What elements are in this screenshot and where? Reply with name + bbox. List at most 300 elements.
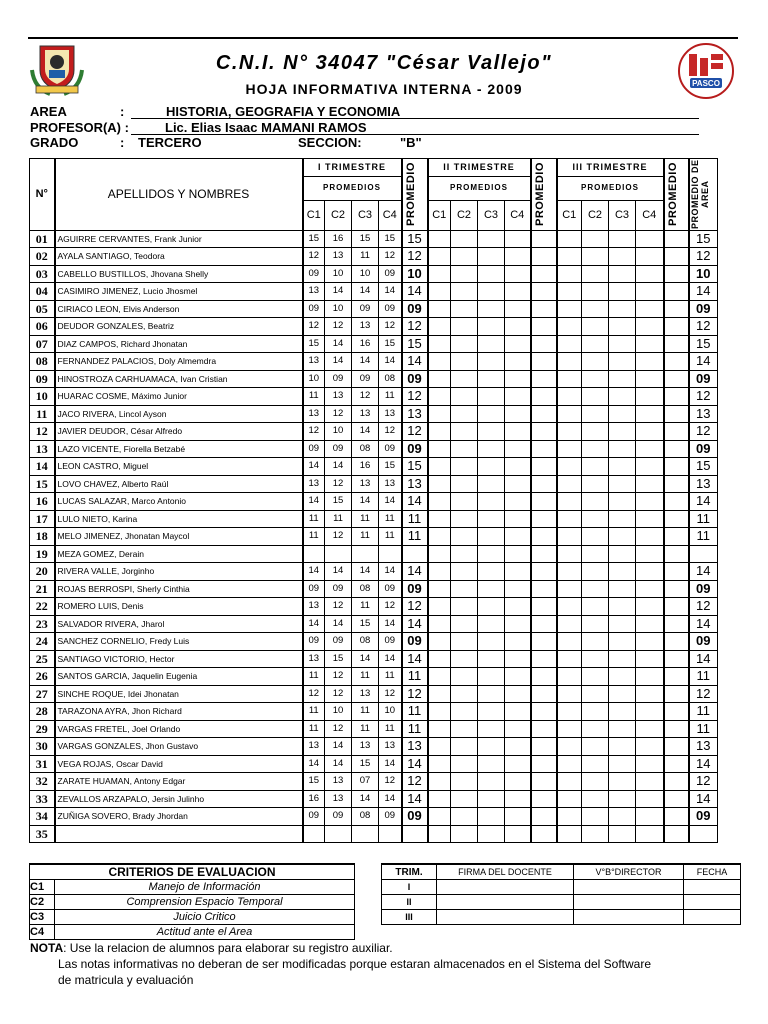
- grade-t2-c4: [505, 545, 531, 563]
- grade-t1-c4: 09: [379, 633, 402, 651]
- promedio-t1: 13: [402, 405, 428, 423]
- table-row: [30, 528, 718, 546]
- trim1-promedio-header: PROMEDIO: [402, 159, 428, 231]
- promedio-t2: [531, 633, 557, 651]
- grade-t2-c3: [478, 633, 505, 651]
- row-number: 06: [30, 318, 55, 336]
- grade-t1-c3: 11: [352, 510, 379, 528]
- grade-t3-c1: [557, 493, 582, 511]
- grade-t1-c2: [325, 825, 352, 843]
- grade-t3-c2: [582, 790, 609, 808]
- promedio-t3: [664, 755, 689, 773]
- grade-t1-c3: 16: [352, 458, 379, 476]
- grade-t3-c3: [609, 493, 636, 511]
- promedio-t1: 09: [402, 440, 428, 458]
- grade-t3-c1: [557, 825, 582, 843]
- grade-t1-c1: 12: [303, 248, 325, 266]
- grade-t2-c2: [451, 370, 478, 388]
- grade-t1-c1: 15: [303, 230, 325, 248]
- row-number: 18: [30, 528, 55, 546]
- grade-t2-c3: [478, 440, 505, 458]
- grade-t3-c2: [582, 475, 609, 493]
- grade-t1-c3: 11: [352, 248, 379, 266]
- grade-t3-c2: [582, 405, 609, 423]
- grade-t1-c1: 15: [303, 773, 325, 791]
- grade-t3-c2: [582, 458, 609, 476]
- grade-t2-c1: [428, 720, 451, 738]
- grade-t3-c3: [609, 650, 636, 668]
- grade-t1-c2: 12: [325, 685, 352, 703]
- grade-t3-c3: [609, 335, 636, 353]
- promedio-t1: 11: [402, 703, 428, 721]
- promedio-area: 14: [689, 790, 718, 808]
- row-number: 20: [30, 563, 55, 581]
- promedio-t1: 14: [402, 790, 428, 808]
- grade-t2-c3: [478, 423, 505, 441]
- promedio-t3: [664, 248, 689, 266]
- grade-t3-c4: [636, 230, 664, 248]
- promedio-t3: [664, 440, 689, 458]
- grade-t1-c3: 12: [352, 388, 379, 406]
- grade-t3-c1: [557, 370, 582, 388]
- student-name: LUCAS SALAZAR, Marco Antonio: [55, 493, 303, 511]
- grade-t3-c2: [582, 825, 609, 843]
- grade-t2-c4: [505, 773, 531, 791]
- grade-t1-c1: 11: [303, 510, 325, 528]
- promedio-area: 12: [689, 598, 718, 616]
- grade-t1-c3: 13: [352, 318, 379, 336]
- student-name: AYALA SANTIAGO, Teodora: [55, 248, 303, 266]
- grade-t2-c2: [451, 440, 478, 458]
- grade-t1-c2: [325, 545, 352, 563]
- grade-t1-c1: 13: [303, 475, 325, 493]
- grade-t3-c3: [609, 825, 636, 843]
- grade-t3-c3: [609, 685, 636, 703]
- promedio-area: 11: [689, 703, 718, 721]
- promedio-t1: 14: [402, 563, 428, 581]
- promedio-t2: [531, 650, 557, 668]
- grade-t1-c1: 14: [303, 458, 325, 476]
- col-num-header: N°: [30, 159, 55, 231]
- grade-t1-c2: 11: [325, 510, 352, 528]
- row-number: 08: [30, 353, 55, 371]
- promedio-t3: [664, 283, 689, 301]
- grade-t2-c2: [451, 580, 478, 598]
- grade-t2-c4: [505, 423, 531, 441]
- grade-t1-c3: 16: [352, 335, 379, 353]
- grade-t2-c3: [478, 773, 505, 791]
- promedio-t1: 15: [402, 458, 428, 476]
- grade-t2-c1: [428, 738, 451, 756]
- grade-t1-c4: 15: [379, 230, 402, 248]
- grade-t3-c4: [636, 580, 664, 598]
- grade-t2-c1: [428, 265, 451, 283]
- promedio-t2: [531, 370, 557, 388]
- document-title: HOJA INFORMATIVA INTERNA - 2009: [245, 81, 523, 97]
- student-name: TARAZONA AYRA, Jhon Richard: [55, 703, 303, 721]
- grade-t2-c2: [451, 300, 478, 318]
- promedio-area: 12: [689, 318, 718, 336]
- grade-t1-c1: 13: [303, 353, 325, 371]
- grade-t3-c1: [557, 388, 582, 406]
- promedio-t2: [531, 230, 557, 248]
- grade-t1-c4: 09: [379, 265, 402, 283]
- grade-t2-c2: [451, 335, 478, 353]
- trim3-promedio-header: PROMEDIO: [664, 159, 689, 231]
- promedio-t3: [664, 353, 689, 371]
- student-name: SANTOS GARCIA, Jaquelin Eugenia: [55, 668, 303, 686]
- grade-t3-c2: [582, 528, 609, 546]
- promedio-t2: [531, 563, 557, 581]
- grade-t2-c4: [505, 563, 531, 581]
- grade-t2-c3: [478, 248, 505, 266]
- row-number: 09: [30, 370, 55, 388]
- table-row: [30, 755, 718, 773]
- grade-t2-c3: [478, 808, 505, 826]
- grade-t1-c2: 14: [325, 283, 352, 301]
- promedio-t1: [402, 825, 428, 843]
- table-row: [30, 668, 718, 686]
- grade-t3-c4: [636, 510, 664, 528]
- promedio-t3: [664, 580, 689, 598]
- row-number: 01: [30, 230, 55, 248]
- grade-t1-c1: [303, 825, 325, 843]
- grade-t2-c2: [451, 808, 478, 826]
- grade-t2-c3: [478, 388, 505, 406]
- promedio-area: 10: [689, 265, 718, 283]
- grade-t2-c1: [428, 825, 451, 843]
- grade-t1-c4: 14: [379, 790, 402, 808]
- col-name-header: APELLIDOS Y NOMBRES: [55, 159, 303, 231]
- row-number: 04: [30, 283, 55, 301]
- grade-t1-c4: 11: [379, 720, 402, 738]
- seccion-value: "B": [400, 135, 422, 150]
- grade-t1-c1: 13: [303, 405, 325, 423]
- grade-t3-c2: [582, 808, 609, 826]
- grade-t1-c4: 12: [379, 248, 402, 266]
- grade-t3-c4: [636, 633, 664, 651]
- promedio-t3: [664, 335, 689, 353]
- grade-t1-c2: 14: [325, 738, 352, 756]
- grade-t1-c1: 14: [303, 563, 325, 581]
- grade-t3-c4: [636, 283, 664, 301]
- table-row: [30, 300, 718, 318]
- criterio-row: [30, 880, 355, 895]
- promedio-t3: [664, 405, 689, 423]
- trim3-header: III TRIMESTRE: [557, 159, 664, 177]
- table-row: [30, 440, 718, 458]
- promedio-t1: 14: [402, 353, 428, 371]
- grade-t3-c3: [609, 755, 636, 773]
- promedio-t1: 14: [402, 283, 428, 301]
- grade-t1-c4: 11: [379, 528, 402, 546]
- student-name: LAZO VICENTE, Fiorella Betzabé: [55, 440, 303, 458]
- grade-t1-c2: 14: [325, 335, 352, 353]
- row-number: 15: [30, 475, 55, 493]
- promedio-t2: [531, 423, 557, 441]
- grade-t3-c3: [609, 510, 636, 528]
- table-row: [30, 458, 718, 476]
- promedio-t1: 12: [402, 248, 428, 266]
- grade-t2-c3: [478, 300, 505, 318]
- promedio-area: 14: [689, 353, 718, 371]
- grade-t1-c3: 11: [352, 668, 379, 686]
- school-name: C.N.I. N° 34047 "César Vallejo": [215, 52, 553, 74]
- grade-t3-c2: [582, 318, 609, 336]
- grade-t2-c3: [478, 265, 505, 283]
- student-name: SANTIAGO VICTORIO, Hector: [55, 650, 303, 668]
- grade-t2-c1: [428, 458, 451, 476]
- t1-c4: C4: [379, 200, 402, 230]
- grade-t3-c2: [582, 668, 609, 686]
- grade-t3-c2: [582, 703, 609, 721]
- grade-t1-c3: 09: [352, 300, 379, 318]
- grade-t1-c4: 14: [379, 283, 402, 301]
- table-row: [30, 738, 718, 756]
- grade-t1-c1: 14: [303, 615, 325, 633]
- grade-t2-c1: [428, 563, 451, 581]
- row-number: 10: [30, 388, 55, 406]
- student-name: LOVO CHAVEZ, Alberto Raúl: [55, 475, 303, 493]
- grade-t2-c4: [505, 458, 531, 476]
- grade-t1-c1: 12: [303, 318, 325, 336]
- promedio-t3: [664, 423, 689, 441]
- grade-t1-c4: 08: [379, 370, 402, 388]
- promedio-t3: [664, 825, 689, 843]
- grade-t2-c2: [451, 773, 478, 791]
- table-row: [30, 283, 718, 301]
- grade-t3-c3: [609, 720, 636, 738]
- trim3-promedios: PROMEDIOS: [557, 176, 664, 200]
- grade-t3-c3: [609, 423, 636, 441]
- grade-t1-c3: 14: [352, 283, 379, 301]
- grade-t3-c4: [636, 388, 664, 406]
- grade-t1-c3: 13: [352, 685, 379, 703]
- grade-t1-c2: 13: [325, 790, 352, 808]
- grade-t1-c1: 12: [303, 423, 325, 441]
- row-number: 25: [30, 650, 55, 668]
- table-row: [30, 720, 718, 738]
- firma-row: [382, 895, 741, 910]
- criterio-label: Actitud ante el Area: [55, 925, 355, 940]
- grade-t3-c2: [582, 580, 609, 598]
- table-row: [30, 615, 718, 633]
- promedio-area: 11: [689, 720, 718, 738]
- promedio-t3: [664, 685, 689, 703]
- grade-t2-c4: [505, 318, 531, 336]
- grade-t1-c1: 11: [303, 388, 325, 406]
- grade-t1-c3: 08: [352, 580, 379, 598]
- grade-t3-c4: [636, 615, 664, 633]
- grade-t3-c2: [582, 738, 609, 756]
- grade-t3-c2: [582, 283, 609, 301]
- grade-t2-c4: [505, 668, 531, 686]
- grade-t2-c3: [478, 510, 505, 528]
- student-name: LULO NIETO, Karina: [55, 510, 303, 528]
- row-number: 16: [30, 493, 55, 511]
- grade-t1-c3: 11: [352, 598, 379, 616]
- grade-t2-c1: [428, 248, 451, 266]
- promedio-t2: [531, 265, 557, 283]
- grade-t2-c2: [451, 353, 478, 371]
- grade-t3-c2: [582, 720, 609, 738]
- grade-t3-c4: [636, 808, 664, 826]
- grade-t1-c3: 11: [352, 528, 379, 546]
- grade-t2-c2: [451, 388, 478, 406]
- promedio-t2: [531, 703, 557, 721]
- criterio-row: [30, 895, 355, 910]
- table-row: [30, 318, 718, 336]
- trim2-promedio-header: PROMEDIO: [531, 159, 557, 231]
- grade-t1-c1: 11: [303, 720, 325, 738]
- grade-t3-c3: [609, 773, 636, 791]
- grade-t3-c3: [609, 440, 636, 458]
- promedio-t2: [531, 598, 557, 616]
- grade-t1-c4: 14: [379, 755, 402, 773]
- grade-t2-c4: [505, 475, 531, 493]
- grade-t1-c3: 08: [352, 808, 379, 826]
- grade-t3-c1: [557, 248, 582, 266]
- firma-trim: II: [382, 895, 437, 910]
- grade-t3-c4: [636, 370, 664, 388]
- grade-t3-c2: [582, 755, 609, 773]
- grade-t2-c1: [428, 510, 451, 528]
- grade-t1-c1: 13: [303, 650, 325, 668]
- grade-t3-c1: [557, 300, 582, 318]
- nota-line1: : Use la relacion de alumnos para elaborar su registro auxiliar.: [63, 941, 393, 955]
- promedio-t3: [664, 563, 689, 581]
- grade-t1-c2: 12: [325, 475, 352, 493]
- grade-t3-c1: [557, 440, 582, 458]
- grade-t1-c4: 15: [379, 335, 402, 353]
- grade-t2-c1: [428, 598, 451, 616]
- promedio-t3: [664, 773, 689, 791]
- grade-t1-c4: 12: [379, 598, 402, 616]
- student-name: ROJAS BERROSPI, Sherly Cinthia: [55, 580, 303, 598]
- firma-trim: I: [382, 880, 437, 895]
- grade-t2-c2: [451, 703, 478, 721]
- grade-t1-c2: 12: [325, 598, 352, 616]
- promedio-t2: [531, 510, 557, 528]
- row-number: 17: [30, 510, 55, 528]
- promedio-t2: [531, 475, 557, 493]
- grade-t1-c1: 14: [303, 755, 325, 773]
- promedio-t3: [664, 300, 689, 318]
- promedio-t2: [531, 248, 557, 266]
- grade-t2-c3: [478, 615, 505, 633]
- row-number: 31: [30, 755, 55, 773]
- promedio-t3: [664, 545, 689, 563]
- trim1-header: I TRIMESTRE: [303, 159, 402, 177]
- promedio-area: 11: [689, 528, 718, 546]
- grade-t1-c2: 14: [325, 353, 352, 371]
- grade-t2-c4: [505, 685, 531, 703]
- grade-t2-c3: [478, 755, 505, 773]
- grade-t1-c3: 15: [352, 615, 379, 633]
- grade-t1-c3: 15: [352, 755, 379, 773]
- student-name: MELO JIMENEZ, Jhonatan Maycol: [55, 528, 303, 546]
- promedio-t3: [664, 318, 689, 336]
- grade-t3-c2: [582, 440, 609, 458]
- grade-t3-c3: [609, 248, 636, 266]
- row-number: 13: [30, 440, 55, 458]
- grade-t3-c1: [557, 738, 582, 756]
- grade-t1-c1: 09: [303, 440, 325, 458]
- grade-t3-c1: [557, 755, 582, 773]
- grade-t2-c3: [478, 318, 505, 336]
- grade-t1-c4: 11: [379, 510, 402, 528]
- grade-t1-c4: 14: [379, 615, 402, 633]
- promedio-t2: [531, 790, 557, 808]
- grade-t2-c2: [451, 423, 478, 441]
- grade-t2-c3: [478, 598, 505, 616]
- student-name: VARGAS GONZALES, Jhon Gustavo: [55, 738, 303, 756]
- t1-c3: C3: [352, 200, 379, 230]
- row-number: 34: [30, 808, 55, 826]
- student-name: SINCHE ROQUE, Idei Jhonatan: [55, 685, 303, 703]
- grade-t1-c4: 10: [379, 703, 402, 721]
- grade-t3-c4: [636, 650, 664, 668]
- grade-t3-c4: [636, 353, 664, 371]
- grade-t2-c1: [428, 475, 451, 493]
- grade-t1-c4: 09: [379, 580, 402, 598]
- grade-t1-c2: 14: [325, 458, 352, 476]
- grade-t3-c3: [609, 230, 636, 248]
- grade-t1-c3: 07: [352, 773, 379, 791]
- row-number: 22: [30, 598, 55, 616]
- grade-t2-c4: [505, 528, 531, 546]
- student-name: VEGA ROJAS, Oscar David: [55, 755, 303, 773]
- grade-t2-c3: [478, 738, 505, 756]
- grade-t3-c3: [609, 738, 636, 756]
- grade-t1-c2: 14: [325, 755, 352, 773]
- grade-t1-c4: 15: [379, 458, 402, 476]
- grade-t3-c3: [609, 405, 636, 423]
- grade-t3-c1: [557, 230, 582, 248]
- grade-t1-c1: 13: [303, 738, 325, 756]
- grade-t3-c1: [557, 458, 582, 476]
- promedio-t3: [664, 370, 689, 388]
- grade-t1-c2: 15: [325, 650, 352, 668]
- grade-t1-c1: 14: [303, 493, 325, 511]
- grade-t2-c3: [478, 720, 505, 738]
- grade-t3-c4: [636, 563, 664, 581]
- grade-t2-c1: [428, 493, 451, 511]
- grade-t1-c1: 09: [303, 265, 325, 283]
- grade-t2-c2: [451, 475, 478, 493]
- promedio-area: 09: [689, 440, 718, 458]
- grade-t3-c1: [557, 510, 582, 528]
- promedio-t1: 12: [402, 685, 428, 703]
- grado-label: GRADO: [30, 135, 79, 150]
- grade-t1-c2: 14: [325, 615, 352, 633]
- grade-t3-c1: [557, 668, 582, 686]
- grade-t1-c3: 08: [352, 633, 379, 651]
- grade-t3-c1: [557, 685, 582, 703]
- promedio-t2: [531, 685, 557, 703]
- promedio-t2: [531, 493, 557, 511]
- grade-t1-c4: 11: [379, 668, 402, 686]
- grade-t3-c3: [609, 353, 636, 371]
- promedio-t2: [531, 458, 557, 476]
- grade-t2-c1: [428, 580, 451, 598]
- grade-t3-c2: [582, 615, 609, 633]
- table-row: [30, 633, 718, 651]
- promedio-t3: [664, 230, 689, 248]
- grade-t3-c4: [636, 405, 664, 423]
- criterio-label: Juicio Critico: [55, 910, 355, 925]
- grades-table: [29, 158, 718, 843]
